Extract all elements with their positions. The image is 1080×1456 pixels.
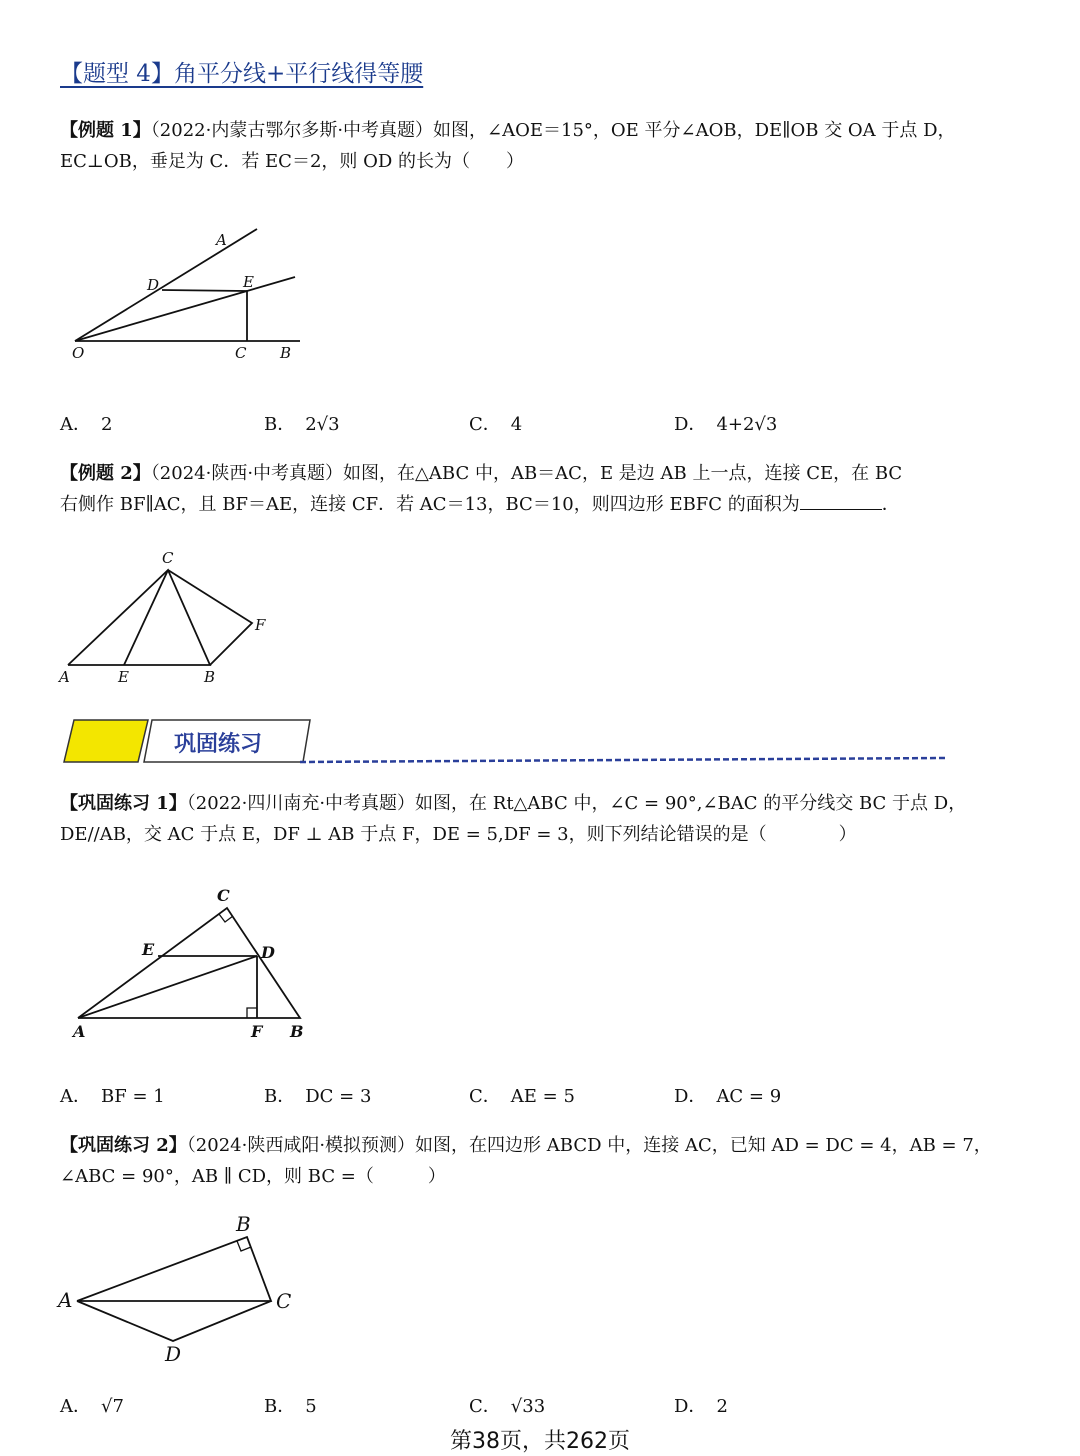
label-a: A xyxy=(216,231,227,249)
label-a: A xyxy=(73,1022,86,1041)
label-c: C xyxy=(235,344,247,362)
label-f: F xyxy=(255,616,266,634)
practice-2-text xyxy=(60,1130,1028,1192)
label-e: E xyxy=(142,940,155,959)
option-d[interactable]: D． AC = 9 xyxy=(674,1086,782,1107)
option-d[interactable]: D． 2 xyxy=(674,1396,728,1417)
practice-title: 巩固练习 xyxy=(174,732,263,757)
triangle-abc xyxy=(78,908,300,1018)
option-b[interactable]: B． 5 xyxy=(264,1396,317,1417)
right-angle-f xyxy=(247,1008,257,1018)
practice-1-body: （2022·四川南充·中考真题）如图，在 Rt△ABC 中，∠C = 90°,∠BAC 的平分线交 BC 于点 D，DE//AB，交 AC 于点 E，DF ⊥ AB 于点 F，DE = 5,DF = 3，则下列结论错误的是（ ） xyxy=(60,793,967,845)
example-2-body-1: （2024·陕西·中考真题）如图，在△ABC 中，AB＝AC，E 是边 AB 上一点，连接 CE，在 BC xyxy=(150,463,903,484)
figure-example-1 xyxy=(60,220,320,365)
option-b[interactable]: B． 2√3 xyxy=(264,414,340,435)
label-a: A xyxy=(59,668,70,686)
label-a: A xyxy=(58,1288,73,1312)
figure-practice-2 xyxy=(55,1212,315,1372)
banner-yellow-block xyxy=(64,720,148,762)
figure-example-2 xyxy=(55,548,285,688)
option-a[interactable]: A． √7 xyxy=(60,1396,124,1417)
ray-oe xyxy=(75,277,295,341)
example-1-text xyxy=(60,115,1028,177)
label-b: B xyxy=(236,1212,251,1236)
segment-ad xyxy=(78,956,257,1018)
answer-blank[interactable] xyxy=(800,491,882,510)
label-d: D xyxy=(147,276,160,294)
label-o: O xyxy=(72,344,85,362)
label-f: F xyxy=(251,1022,263,1041)
label-b: B xyxy=(290,1022,304,1041)
label-d: D xyxy=(165,1342,182,1366)
label-e: E xyxy=(243,273,254,291)
page-number: 第38页，共262页 xyxy=(450,1429,630,1454)
triangle-abc xyxy=(68,570,210,665)
figure-practice-1 xyxy=(60,880,320,1045)
segments-ad-dc xyxy=(77,1301,271,1341)
practice-1-options xyxy=(60,1082,960,1112)
label-c: C xyxy=(276,1289,292,1313)
option-c[interactable]: C． AE = 5 xyxy=(469,1086,575,1107)
practice-1-tag: 【巩固练习 1】 xyxy=(60,793,187,814)
example-2-tag: 【例题 2】 xyxy=(60,463,151,484)
option-d[interactable]: D． 4+2√3 xyxy=(674,414,778,435)
label-d: D xyxy=(261,943,275,962)
ray-oa xyxy=(75,229,257,341)
option-b[interactable]: B． DC = 3 xyxy=(264,1086,372,1107)
segment-cfb xyxy=(168,570,252,665)
example-1-options xyxy=(60,410,960,440)
triangle-abc xyxy=(77,1237,271,1301)
banner-dashed-line xyxy=(300,758,945,762)
example-2-body-2: 右侧作 BF∥AC，且 BF＝AE，连接 CF．若 AC＝13，BC＝10，则四边形 EBFC 的面积为 xyxy=(60,494,800,515)
example-2-text: 【例题 2】（2024·陕西·中考真题）如图，在△ABC 中，AB＝AC，E 是边 AB 上一点，连接 CE，在 BC 右侧作 BF∥AC，且 BF＝AE，连接 CF．若 AC＝13，BC＝10，则四边形 EBFC 的面积为 ． xyxy=(60,463,903,515)
segment-de xyxy=(162,290,247,291)
segment-ce xyxy=(124,570,168,665)
practice-2-body: （2024·陕西咸阳·模拟预测）如图，在四边形 ABCD 中，连接 AC，已知 AD = DC = 4，AB = 7，∠ABC = 90°，AB ∥ CD，则 BC =（ ） xyxy=(60,1135,992,1187)
label-b: B xyxy=(280,344,292,362)
option-a[interactable]: A． 2 xyxy=(60,414,113,435)
label-e: E xyxy=(118,668,129,686)
label-c: C xyxy=(162,549,174,567)
practice-1-text xyxy=(60,788,1028,850)
option-c[interactable]: C． √33 xyxy=(469,1396,546,1417)
practice-2-options xyxy=(60,1392,960,1422)
example-1-tag: 【例题 1】 xyxy=(60,120,151,141)
label-b: B xyxy=(204,668,216,686)
option-c[interactable]: C． 4 xyxy=(469,414,523,435)
practice-2-tag: 【巩固练习 2】 xyxy=(60,1135,187,1156)
option-a[interactable]: A． BF = 1 xyxy=(60,1086,165,1107)
example-1-body: （2022·内蒙古鄂尔多斯·中考真题）如图，∠AOE＝15°，OE 平分∠AOB，DE∥OB 交 OA 于点 D，EC⊥OB，垂足为 C．若 EC＝2，则 OD 的长为（ ） xyxy=(60,120,956,172)
section-heading: 【题型 4】角平分线+平行线得等腰 xyxy=(60,61,424,87)
label-c: C xyxy=(217,886,230,905)
